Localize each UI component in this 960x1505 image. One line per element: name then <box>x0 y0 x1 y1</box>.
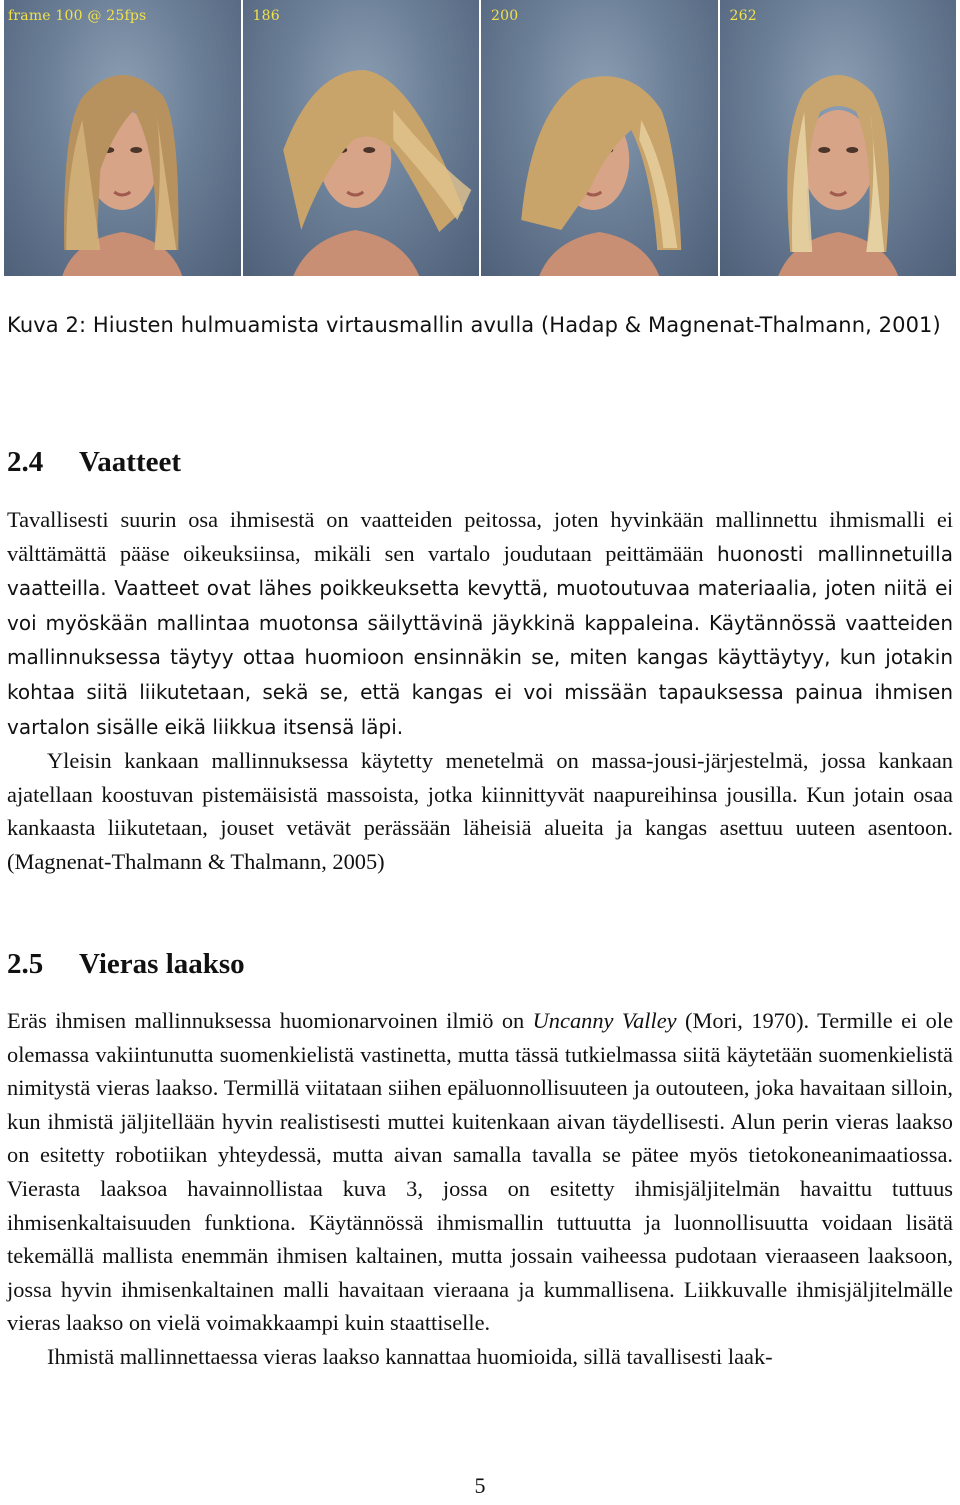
paragraph: Ihmistä mallinnettaessa vieras laakso kannattaa huomioida, sillä tavallisesti laak- <box>47 1343 773 1369</box>
text-run: Käytännössä vaatteiden mallinnuksessa täytyy ottaa huomioon ensinnäkin se, miten kangas käyttäytyy, kun jotakin kohtaa siitä liikutetaan, sekä se, että kangas ei voi missään tapauksessa painua ihmisen vartalon sisälle eikä liikkua itsensä läpi. <box>7 610 953 739</box>
italic-term: Uncanny Valley <box>532 1008 677 1033</box>
figure-frame-1 <box>4 0 241 276</box>
figure-frame-2 <box>243 0 480 276</box>
section-heading-vaatteet <box>7 446 181 479</box>
hair-render-1 <box>4 0 241 276</box>
section-body-vieras-laakso <box>7 1004 953 1374</box>
frame-label-1: frame 100 @ 25fps <box>8 8 147 24</box>
paragraph <box>7 503 953 744</box>
section-body-vaatteet <box>7 503 953 879</box>
figure-frame-3 <box>481 0 718 276</box>
text-run: Tavallisesti suurin osa ihmisestä on vaatteiden peitossa, joten hyvinkään mallinnettu ihmismalli ei välttämättä pääse oikeuksiinsa, mikäli sen vartalo joudutaan peittämään <box>7 507 953 566</box>
page-number: 5 <box>474 1473 486 1498</box>
section-title: Vieras laakso <box>79 948 245 980</box>
section-number: 2.4 <box>7 446 44 478</box>
section-heading-vieras-laakso <box>7 948 245 981</box>
figure-frame-4 <box>720 0 957 276</box>
section-title: Vaatteet <box>79 446 181 478</box>
section-number: 2.5 <box>7 948 44 980</box>
text-run: Eräs ihmisen mallinnuksessa huomionarvoinen ilmiö on <box>7 1008 533 1033</box>
paragraph <box>7 1004 953 1340</box>
text-run: (Mori, 1970). Termille ei ole olemassa vakiintunutta suomenkielistä vastinetta, mutta tässä tutkielmassa siitä käytetään suomenkielistä nimitystä vieras laakso. Termillä viitataan siihen epäluonnollisuuteen ja outouteen, joka havaitaan silloin, kun ihmistä jäljitellään hyvin realistisesti muttei kuitenkaan aivan täydellisesti. Alun perin vieras laakso on esitetty robotiikan yhteydessä, mutta aivan samalla tavalla se pätee myös tietokoneanimaatiossa. Vierasta laaksoa havainnollistaa kuva 3, jossa on esitetty ihmisjäljitelmän havaittu tuttuus ihmisenkaltaisuuden funktiona. Käytännössä ihmismallin tuttuutta ja luonnollisuutta voidaan lisätä tekemällä mallista enemmän ihmisen kaltainen, mutta jossain vaiheessa pudotaan vieraaseen laaksoon, jossa hyvin ihmisenkaltainen malli havaitaan vieraana ja kummallisena. Liikkuvalle ihmisjäljitelmälle vieras laakso on vielä voimakkaampi kuin staattiselle. <box>7 1008 954 1336</box>
hair-render-2 <box>243 0 480 276</box>
text-run: huonosti mallinnetuilla vaatteilla. <box>7 541 953 601</box>
frame-label-4: 262 <box>729 8 757 24</box>
hair-render-3 <box>481 0 718 276</box>
frame-label-2: 186 <box>252 8 280 24</box>
paragraph: Yleisin kankaan mallinnuksessa käytetty menetelmä on massa-jousi-järjestelmä, jossa kankaan ajatellaan koostuvan pistemäisistä massoista, jotka kiinnittyvät naapureihinsa jousilla. Kun jotain osaa kankaasta liikutetaan, jouset vetävät perässään läheisiä alueita ja kangas asettuu uuteen asentoon. (Magnenat-Thalmann & Thalmann, 2005) <box>7 748 953 874</box>
figure-caption: Kuva 2: Hiusten hulmuamista virtausmallin avulla (Hadap & Magnenat-Thalmann, 2001) <box>7 313 941 337</box>
hair-render-4 <box>720 0 957 276</box>
text-run: Vaatteet ovat lähes poikkeuksetta kevyttä, muotoutuvaa materiaalia, joten niitä ei voi myöskään mallintaa muotonsa säilyttävinä jäykkinä kappaleina. <box>7 576 953 635</box>
hair-simulation-figure <box>4 0 956 276</box>
frame-label-3: 200 <box>491 8 519 24</box>
